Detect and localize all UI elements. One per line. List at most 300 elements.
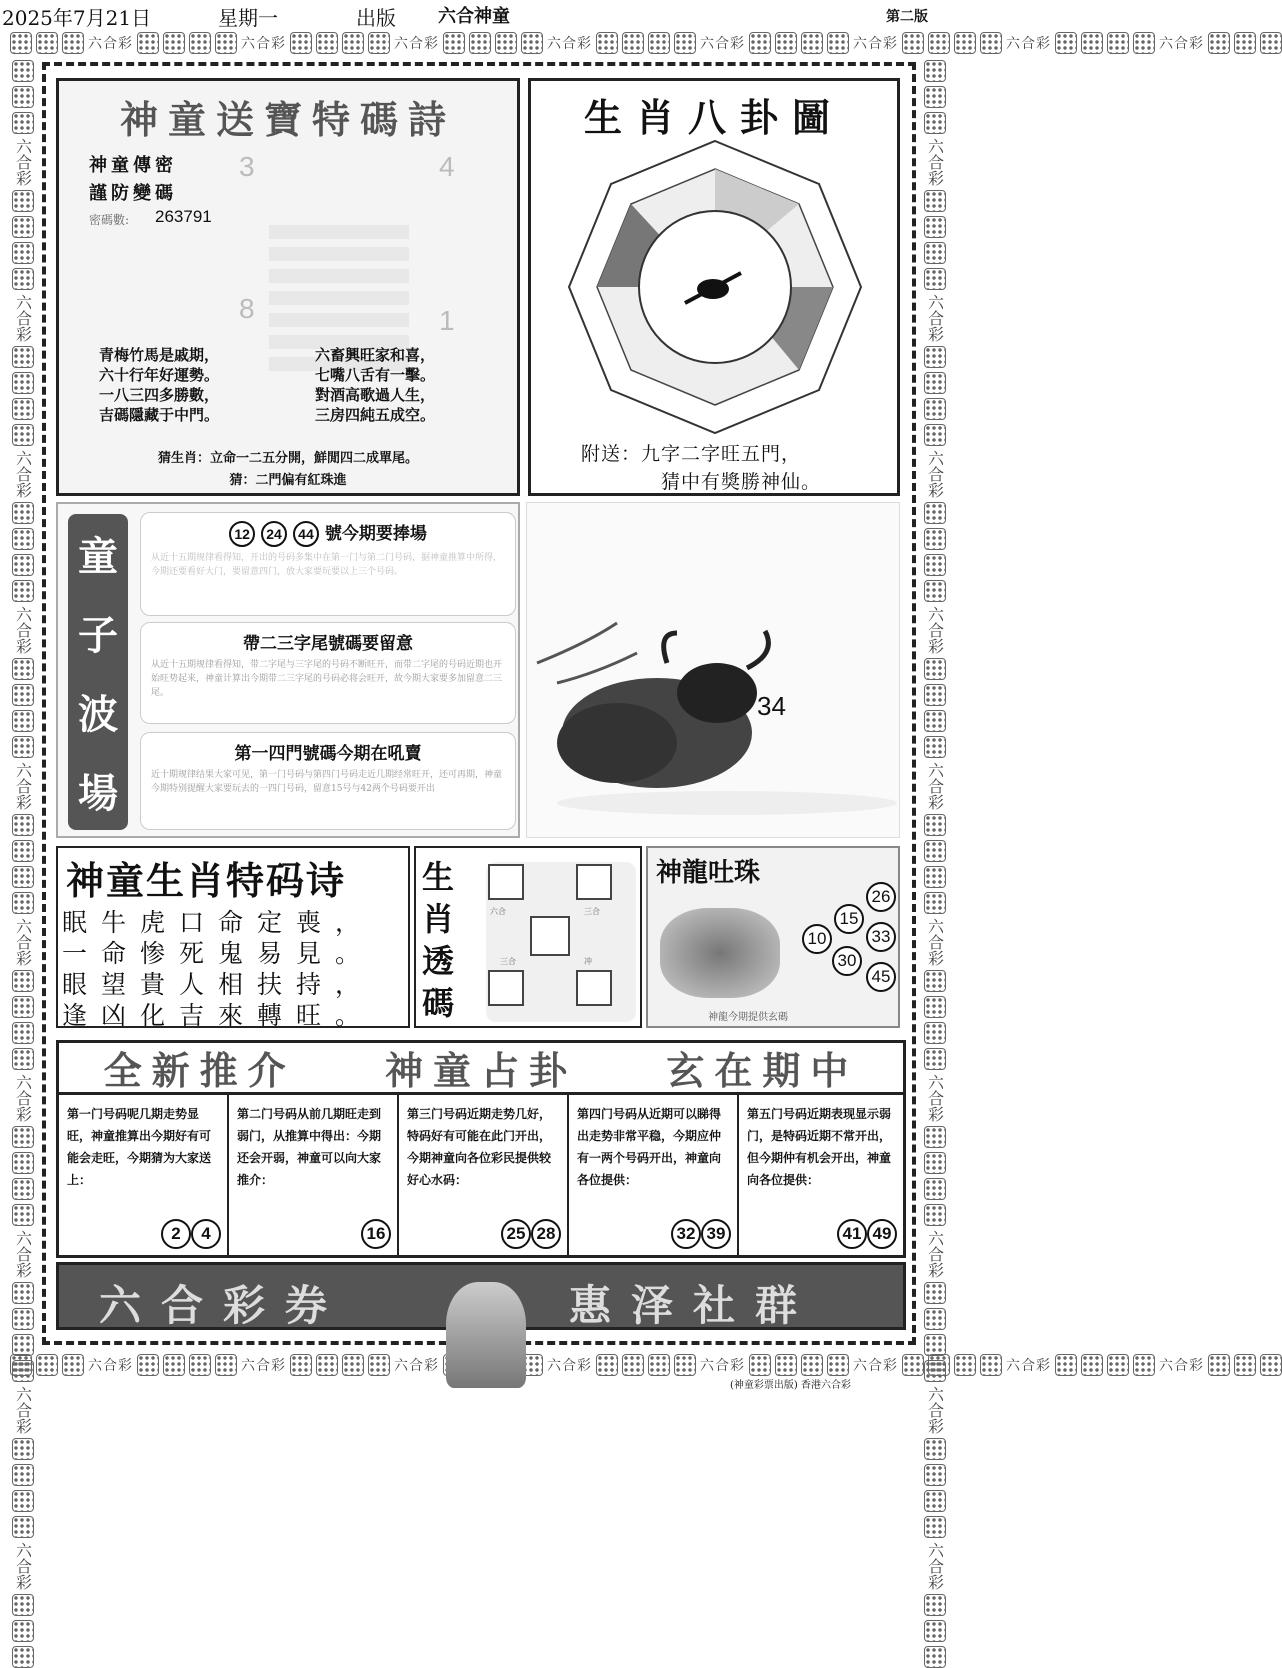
poem-line: 吉碼隱藏于中門。 <box>99 406 220 424</box>
border-text: 六合彩 <box>13 762 33 810</box>
border-text: 六合彩 <box>13 294 33 342</box>
border-text: 六合彩 <box>241 36 286 52</box>
dragon-thumb <box>488 864 524 900</box>
title-char: 子 <box>78 612 118 659</box>
dot-box-icon <box>924 1282 946 1304</box>
dot-box-icon <box>12 996 34 1018</box>
dragon-box <box>646 846 900 1028</box>
dot-box-icon <box>924 1334 946 1356</box>
border-text: 六合彩 <box>1159 1358 1204 1374</box>
dot-box-icon <box>924 424 946 446</box>
dot-box-icon <box>316 32 338 54</box>
dot-box-icon <box>924 346 946 368</box>
dot-box-icon <box>12 554 34 576</box>
shengxiao-poem-box <box>56 846 410 1028</box>
border-text: 六合彩 <box>925 1230 945 1278</box>
dot-box-icon <box>622 32 644 54</box>
door-num: 32 <box>671 1219 701 1249</box>
dot-box-icon <box>12 1490 34 1512</box>
bg-digit: 8 <box>239 293 255 324</box>
dragon-caption: 神龍今期提供玄碼 <box>708 1012 788 1023</box>
rooster-thumb <box>488 970 524 1006</box>
border-text: 六合彩 <box>241 1358 286 1374</box>
footer-note: (神童彩票出版) 香港六合彩 <box>730 1380 851 1391</box>
border-text: 六合彩 <box>88 1358 133 1374</box>
dot-box-icon <box>443 32 465 54</box>
dot-box-icon <box>749 1354 771 1376</box>
toumai-title <box>422 856 454 1024</box>
door-text: 第三门号码近期走势几好，特码好有可能在此门开出，今期神童向各位彩民提供较好心水码： <box>407 1107 552 1187</box>
dot-box-icon <box>12 1308 34 1330</box>
dot-box-icon <box>924 398 946 420</box>
poem-line: 六畜興旺家和喜， <box>315 346 436 364</box>
dot-box-icon <box>12 1516 34 1538</box>
dot-box-icon <box>12 1022 34 1044</box>
dot-box-icon <box>521 32 543 54</box>
bagua-box <box>528 78 900 496</box>
tongzi-section-3 <box>140 732 516 830</box>
dot-box-icon <box>801 32 823 54</box>
dot-box-icon <box>924 190 946 212</box>
dot-box-icon <box>12 60 34 82</box>
dot-box-icon <box>62 1354 84 1376</box>
dot-box-icon <box>12 502 34 524</box>
dot-box-icon <box>1081 1354 1103 1376</box>
poem-left <box>99 345 219 425</box>
recommend-box <box>56 1040 906 1258</box>
publish-date: 2025年7月21日 <box>2 6 152 30</box>
door-row <box>59 1095 903 1255</box>
dot-box-icon <box>827 1354 849 1376</box>
door-cell-4 <box>569 1095 739 1255</box>
dot-box-icon <box>924 970 946 992</box>
guess-zodiac: 猜生肖：立命一二五分開，鮮閒四二成單尾。 <box>157 451 418 466</box>
dot-box-icon <box>1234 32 1256 54</box>
dot-box-icon <box>749 32 771 54</box>
bg-digit: 3 <box>239 151 255 182</box>
door-nums <box>837 1219 897 1249</box>
secret-line-1: 神童傳密 <box>89 155 177 176</box>
border-text: 六合彩 <box>394 36 439 52</box>
section-1-title: 號今期要捧場 <box>324 524 427 544</box>
tongzi-section-1 <box>140 512 516 616</box>
door-num: 28 <box>531 1219 561 1249</box>
door-cell-3 <box>399 1095 569 1255</box>
dot-box-icon <box>980 32 1002 54</box>
dot-box-icon <box>62 32 84 54</box>
label-sanhe: 三合 <box>500 957 516 966</box>
dot-box-icon <box>827 32 849 54</box>
door-cell-2 <box>229 1095 399 1255</box>
dot-box-icon <box>924 892 946 914</box>
dot-box-icon <box>1107 32 1129 54</box>
num-bubble: 24 <box>261 521 287 547</box>
dot-box-icon <box>290 1354 312 1376</box>
dot-box-icon <box>924 1646 946 1668</box>
dot-box-icon <box>12 1594 34 1616</box>
dot-box-icon <box>924 996 946 1018</box>
door-num: 41 <box>837 1219 867 1249</box>
poem-line: 對酒高歌過人生， <box>315 386 436 404</box>
tongzi-box <box>56 502 520 838</box>
poem-line: 六十行年好運勢。 <box>99 366 220 384</box>
dot-box-icon <box>674 1354 696 1376</box>
brand-name: 六合神童 <box>438 6 510 27</box>
poem-line: 一命惨死鬼易見。 <box>62 939 375 968</box>
dot-box-icon <box>12 1178 34 1200</box>
ox-illustration <box>527 503 901 839</box>
recommend-banner <box>59 1043 903 1095</box>
poem-line: 一八三四多勝數， <box>99 386 220 404</box>
dot-box-icon <box>137 32 159 54</box>
ox-number: 34 <box>757 691 786 721</box>
door-num: 25 <box>501 1219 531 1249</box>
dot-box-icon <box>924 502 946 524</box>
border-text: 六合彩 <box>88 36 133 52</box>
dot-box-icon <box>12 1464 34 1486</box>
dot-box-icon <box>12 892 34 914</box>
dot-box-icon <box>12 424 34 446</box>
dot-box-icon <box>924 866 946 888</box>
dot-box-icon <box>12 1204 34 1226</box>
dot-box-icon <box>1055 1354 1077 1376</box>
door-cell-1 <box>59 1095 229 1255</box>
border-text: 六合彩 <box>925 918 945 966</box>
shengxiao-poem-title: 神童生肖特码诗 <box>66 858 347 903</box>
pearl-num: 10 <box>802 924 832 954</box>
dot-box-icon <box>622 1354 644 1376</box>
tongzi-title <box>68 514 128 830</box>
bagua-wheel <box>567 139 863 435</box>
dot-box-icon <box>1107 1354 1129 1376</box>
dot-box-icon <box>924 86 946 108</box>
bagua-title: 生肖八卦圖 <box>583 95 844 140</box>
dot-box-icon <box>924 1464 946 1486</box>
dot-box-icon <box>189 1354 211 1376</box>
border-text: 六合彩 <box>1159 36 1204 52</box>
dot-box-icon <box>12 1438 34 1460</box>
section-1-text: 从近十五期规律看得知，开出的号码多集中在第一门与第二门号码，据神童推算中所得，今期还要看好大门，要留意四门，放大家要玩要以上三个号码。 <box>151 553 503 577</box>
title-char: 場 <box>78 770 118 817</box>
dot-box-icon <box>924 1048 946 1070</box>
dot-box-icon <box>1133 1354 1155 1376</box>
bg-digit: 4 <box>439 151 455 182</box>
dot-box-icon <box>12 112 34 134</box>
dot-box-icon <box>12 970 34 992</box>
dot-box-icon <box>596 32 618 54</box>
dot-box-icon <box>648 1354 670 1376</box>
dot-box-icon <box>12 1126 34 1148</box>
border-text: 六合彩 <box>925 762 945 810</box>
dot-box-icon <box>12 866 34 888</box>
dot-box-icon <box>12 398 34 420</box>
dot-box-icon <box>163 32 185 54</box>
dot-box-icon <box>1055 32 1077 54</box>
border-text: 六合彩 <box>853 1358 898 1374</box>
dot-box-icon <box>924 216 946 238</box>
ox-painting <box>526 502 900 838</box>
border-text: 六合彩 <box>547 36 592 52</box>
dot-box-icon <box>924 1594 946 1616</box>
border-text: 六合彩 <box>13 450 33 498</box>
right-border-strip <box>922 60 948 1590</box>
door-num: 2 <box>161 1219 191 1249</box>
dot-box-icon <box>10 32 32 54</box>
border-text: 六合彩 <box>700 36 745 52</box>
door-num: 39 <box>701 1219 731 1249</box>
banner-left: 全新推介 <box>103 1048 296 1093</box>
page-number: 第二版 <box>886 9 928 25</box>
border-text: 六合彩 <box>925 138 945 186</box>
poem-line: 七嘴八舌有一擊。 <box>315 366 436 384</box>
dot-box-icon <box>775 1354 797 1376</box>
dot-box-icon <box>954 1354 976 1376</box>
section-3-text: 近十期规律结果大家可见，第一门号码与第四门号码走近几期经常旺开，还可再期，神童今期特别提醒大家要玩去的一四门号码，留意15号与42两个号码要开出 <box>151 770 503 794</box>
dot-box-icon <box>924 1490 946 1512</box>
dot-box-icon <box>215 1354 237 1376</box>
title-char: 肖 <box>422 900 455 938</box>
door-num: 16 <box>361 1219 391 1249</box>
dot-box-icon <box>928 32 950 54</box>
dot-box-icon <box>189 32 211 54</box>
title-char: 童 <box>78 533 118 580</box>
pearl-num: 30 <box>832 946 862 976</box>
dot-box-icon <box>12 1048 34 1070</box>
dot-box-icon <box>12 658 34 680</box>
pearl-num: 26 <box>866 882 896 912</box>
section-2-text: 从近十五期规律看得知，带二字尾与三字尾的号码不断旺开，而带二字尾的号码近期也开始旺势起来，神童计算出今期带二三字尾的号码必将会旺开，故今期大家要多加留意二三尾。 <box>151 660 503 698</box>
dot-box-icon <box>495 32 517 54</box>
door-text: 第二门号码从前几期旺走到弱门，从推算中得出：今期还会开弱，神童可以向大家推介： <box>237 1107 382 1187</box>
bagua-note-1: 附送：九字二字旺五門， <box>581 443 802 465</box>
border-text: 六合彩 <box>925 606 945 654</box>
dot-box-icon <box>1260 32 1282 54</box>
poem-line: 逢凶化吉來轉旺。 <box>62 1001 375 1030</box>
dot-box-icon <box>1260 1354 1282 1376</box>
dot-box-icon <box>316 1354 338 1376</box>
dot-box-icon <box>924 736 946 758</box>
dot-box-icon <box>12 86 34 108</box>
dot-box-icon <box>801 1354 823 1376</box>
dot-box-icon <box>12 1620 34 1642</box>
ox-thumb <box>576 970 612 1006</box>
border-text: 六合彩 <box>925 1386 945 1434</box>
num-bubble: 12 <box>229 521 255 547</box>
dot-box-icon <box>215 32 237 54</box>
secret-code: 263791 <box>155 207 212 226</box>
dot-box-icon <box>902 1354 924 1376</box>
banner-middle: 神童占卦 <box>384 1048 577 1093</box>
dot-box-icon <box>924 528 946 550</box>
dot-box-icon <box>954 32 976 54</box>
door-nums <box>501 1219 561 1249</box>
bg-digit: 1 <box>439 305 455 336</box>
border-text: 六合彩 <box>13 606 33 654</box>
dot-box-icon <box>1208 32 1230 54</box>
num-bubble: 44 <box>293 521 319 547</box>
dot-box-icon <box>12 684 34 706</box>
bagua-note-2: 猜中有獎勝神仙。 <box>661 471 822 493</box>
dot-box-icon <box>12 840 34 862</box>
top-border-strip <box>10 30 1204 56</box>
dot-box-icon <box>924 1360 946 1382</box>
poem-box <box>56 78 520 496</box>
dot-box-icon <box>924 1204 946 1226</box>
border-text: 六合彩 <box>925 1074 945 1122</box>
dot-box-icon <box>924 814 946 836</box>
dot-box-icon <box>924 580 946 602</box>
footer-left-text: 六合彩券 <box>99 1281 348 1330</box>
dot-box-icon <box>12 528 34 550</box>
dot-box-icon <box>924 112 946 134</box>
banner-right: 玄在期中 <box>666 1048 859 1093</box>
pearl-num: 15 <box>834 904 864 934</box>
poem-right <box>315 345 435 425</box>
border-text: 六合彩 <box>394 1358 439 1374</box>
poem-line: 三房四純五成空。 <box>315 406 436 424</box>
door-num: 49 <box>867 1219 897 1249</box>
dot-box-icon <box>368 1354 390 1376</box>
dot-box-icon <box>12 1282 34 1304</box>
door-nums <box>361 1219 391 1249</box>
dot-box-icon <box>1234 1354 1256 1376</box>
dot-box-icon <box>924 684 946 706</box>
header <box>0 0 950 30</box>
dot-box-icon <box>924 1152 946 1174</box>
dot-box-icon <box>924 372 946 394</box>
border-text: 六合彩 <box>1006 36 1051 52</box>
dot-box-icon <box>368 32 390 54</box>
poem-box-title: 神童送寶特碼詩 <box>119 97 456 142</box>
secret-line-2: 謹防變碼 <box>89 183 177 204</box>
dot-box-icon <box>596 1354 618 1376</box>
dot-box-icon <box>12 268 34 290</box>
dot-box-icon <box>648 32 670 54</box>
door-num: 4 <box>191 1219 221 1249</box>
border-text: 六合彩 <box>13 1542 33 1590</box>
dot-box-icon <box>12 1334 34 1356</box>
dot-box-icon <box>36 32 58 54</box>
border-text: 六合彩 <box>1006 1358 1051 1374</box>
dot-box-icon <box>12 814 34 836</box>
door-nums <box>671 1219 731 1249</box>
label-chong: 冲 <box>584 957 592 966</box>
section-3-title: 第一四門號碼今期在吼賣 <box>234 744 422 764</box>
dot-box-icon <box>12 1646 34 1668</box>
border-text: 六合彩 <box>700 1358 745 1374</box>
label-liuhe: 六合 <box>490 907 506 916</box>
border-text: 六合彩 <box>13 1230 33 1278</box>
horse-thumb <box>576 864 612 900</box>
border-text: 六合彩 <box>13 918 33 966</box>
title-char: 生 <box>422 858 455 896</box>
border-text: 六合彩 <box>13 1386 33 1434</box>
section-2-title: 帶二三字尾號碼要留意 <box>243 634 413 654</box>
dot-box-icon <box>924 1516 946 1538</box>
weekday: 星期一 <box>218 6 278 30</box>
tongzi-section-2 <box>140 622 516 724</box>
dot-box-icon <box>12 710 34 732</box>
border-text: 六合彩 <box>925 294 945 342</box>
dot-box-icon <box>924 1620 946 1642</box>
toumai-box <box>414 846 642 1028</box>
pearl-num: 45 <box>866 962 896 992</box>
dot-box-icon <box>1133 32 1155 54</box>
label-sanhe: 三合 <box>584 907 600 916</box>
dot-box-icon <box>924 1126 946 1148</box>
dot-box-icon <box>924 1178 946 1200</box>
door-cell-5 <box>739 1095 903 1255</box>
dot-box-icon <box>980 1354 1002 1376</box>
door-text: 第五门号码近期表现显示弱门，是特码近期不常开出，但今期仲有机会开出，神童向各位提供： <box>747 1107 892 1187</box>
dot-box-icon <box>12 372 34 394</box>
dot-box-icon <box>924 840 946 862</box>
child-mascot <box>446 1282 526 1388</box>
dot-box-icon <box>12 190 34 212</box>
dot-box-icon <box>12 1152 34 1174</box>
dot-box-icon <box>924 710 946 732</box>
border-text: 六合彩 <box>13 1074 33 1122</box>
dot-box-icon <box>342 32 364 54</box>
dot-box-icon <box>12 242 34 264</box>
dot-box-icon <box>163 1354 185 1376</box>
dot-box-icon <box>1081 32 1103 54</box>
dot-box-icon <box>924 658 946 680</box>
dot-box-icon <box>12 216 34 238</box>
dot-box-icon <box>924 1022 946 1044</box>
title-char: 碼 <box>422 984 455 1022</box>
dot-box-icon <box>924 60 946 82</box>
dot-box-icon <box>342 1354 364 1376</box>
dot-box-icon <box>674 32 696 54</box>
dragon-title: 神龍吐珠 <box>656 858 761 888</box>
dot-box-icon <box>924 242 946 264</box>
door-text: 第一门号码呢几期走势显旺，神童推算出今期好有可能会走旺，今期猜为大家送上： <box>67 1107 212 1187</box>
dot-box-icon <box>1208 1354 1230 1376</box>
dot-box-icon <box>924 1438 946 1460</box>
footer-right-text: 惠泽社群 <box>569 1281 818 1330</box>
left-border-strip <box>10 60 36 1590</box>
title-char: 波 <box>78 691 118 738</box>
border-text: 六合彩 <box>547 1358 592 1374</box>
poem-line: 眠牛虎口命定喪， <box>62 908 375 937</box>
dot-box-icon <box>137 1354 159 1376</box>
guess-door: 猜：二門偏有紅珠進 <box>229 473 347 488</box>
dot-box-icon <box>924 1308 946 1330</box>
door-nums <box>161 1219 221 1249</box>
border-text: 六合彩 <box>925 1542 945 1590</box>
dot-box-icon <box>902 32 924 54</box>
bagua-wheel-svg <box>567 139 863 435</box>
section-1-header <box>151 519 505 547</box>
dot-box-icon <box>36 1354 58 1376</box>
dot-box-icon <box>924 554 946 576</box>
title-char: 透 <box>422 942 455 980</box>
dragon-illustration <box>660 908 780 998</box>
dot-box-icon <box>924 268 946 290</box>
dot-box-icon <box>469 32 491 54</box>
door-text: 第四门号码从近期可以睇得出走势非常平稳，今期应仲有一两个号码开出，神童向各位提供： <box>577 1107 722 1187</box>
shengxiao-poem-lines <box>58 907 408 1031</box>
border-text: 六合彩 <box>13 138 33 186</box>
dot-box-icon <box>12 580 34 602</box>
code-label: 密碼數: <box>89 213 130 227</box>
publish-label: 出版 <box>356 6 396 30</box>
dot-box-icon <box>12 346 34 368</box>
pearl-num: 33 <box>866 922 896 952</box>
dot-box-icon <box>775 32 797 54</box>
dot-box-icon <box>12 736 34 758</box>
